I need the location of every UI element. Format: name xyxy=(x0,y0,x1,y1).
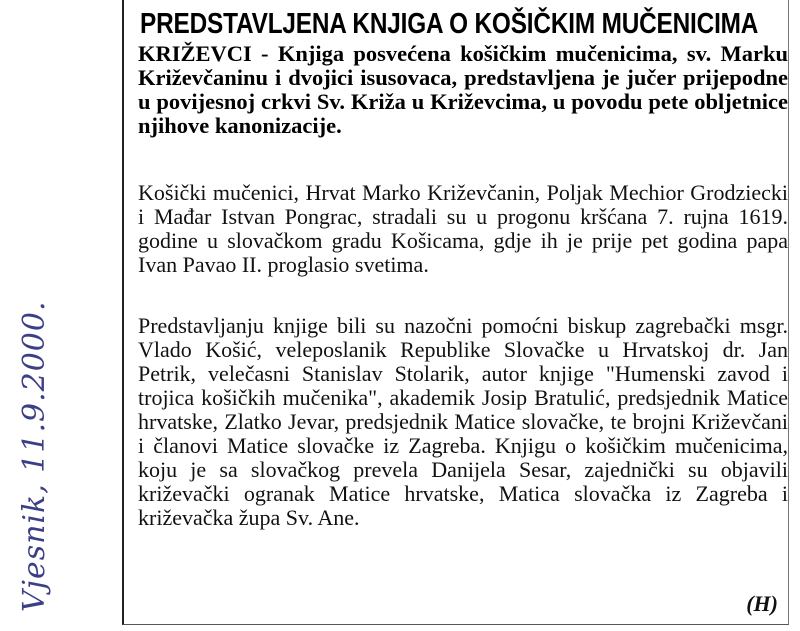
newspaper-clipping xyxy=(122,0,789,625)
author-signature: (H) xyxy=(746,591,778,616)
article-paragraph-2: Predstavljanju knjige bili su nazočni pomoćni biskup zagrebački msgr. Vlado Košić, veleposlanik Republike Slovačke u Hrvatskoj dr. Jan Petrik, velečasni Stanislav Stolarik, autor knjige "Humenski zavod i trojica košičkih mučenika", akademik Josip Bratulić, predsjednik Matice hrvatske, Zlatko Jevar, predsjednik Matice slovačke, te brojni Križevčani i članovi Matice slovačke iz Zagreba. Knjigu o košičkim mučenicima, koju je sa slovačkog prevela Danijela Sesar, zajednički su objavili križevački ogranak Matice hrvatske, Matica slovačka iz Zagreba i križevačka župa Sv. Ane. xyxy=(138,313,788,530)
article-lead: KRIŽEVCI - Knjiga posvećena košičkim mučenicima, sv. Marku Križevčaninu i dvojici isusovaca, predstavljena je jučer prijepodne u povijesnoj crkvi Sv. Križa u Križevcima, u povodu pete obljetnice njihove kanonizacije. xyxy=(138,41,788,138)
handwritten-note-text: Vjesnik, 11.9.2000. xyxy=(17,300,52,612)
article-paragraph-1: Košički mučenici, Hrvat Marko Križevčanin, Poljak Mechior Grodziecki i Mađar Istvan Pongrac, stradali su u progonu kršćana 7. rujna 1619. godine u slovačkom gradu Košicama, gdje ih je prije pet godina papa Ivan Pavao II. proglasio svetima. xyxy=(138,180,788,277)
article-headline: PREDSTAVLJENA KNJIGA O KOŠIČKIM MUČENICIMA xyxy=(140,8,759,40)
handwritten-annotation xyxy=(2,300,56,620)
